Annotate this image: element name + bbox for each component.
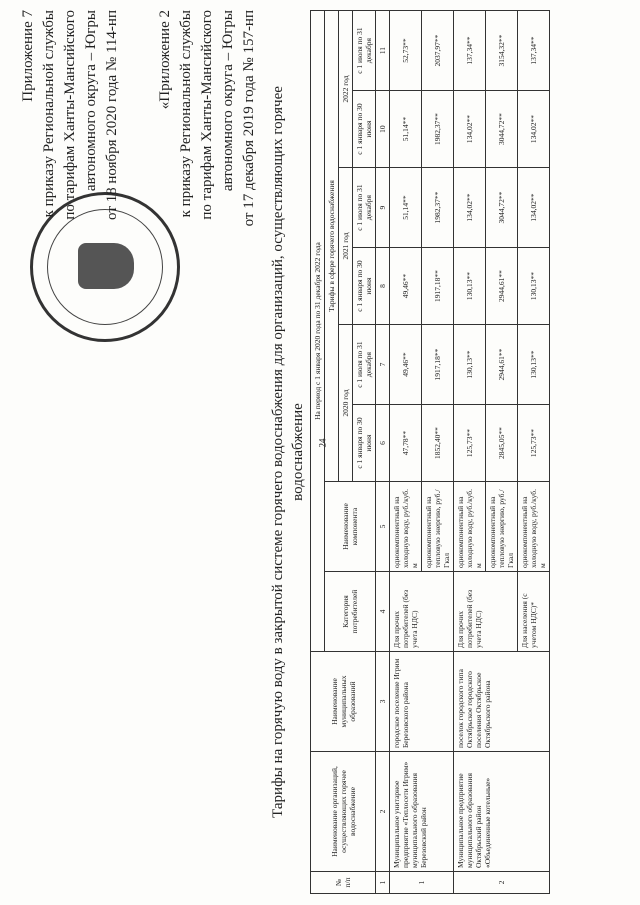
tariff-value: 2944,61**: [486, 248, 518, 325]
tariff-value: 3154,32**: [486, 11, 518, 91]
appendix-prev-line-1: «Приложение 2: [157, 10, 173, 110]
tariff-value: 52,73**: [390, 11, 422, 91]
header-num: № п/п: [311, 872, 376, 894]
header-mo: Наименование муниципальных образований: [311, 652, 376, 752]
row-component: однокомпонентный на тепловую энергию, руб./Гкал: [486, 482, 518, 572]
header-category: Категория потребителей: [325, 572, 376, 652]
tariff-value: 49,46**: [390, 248, 422, 325]
tariff-value: 125,73**: [454, 405, 486, 482]
tariff-value: 130,13**: [518, 248, 550, 325]
row-org: Муниципальное унитарное предприятие «Теплосети Игрим» муниципального образования Березовский район: [390, 752, 454, 872]
tariff-value: 134,02**: [454, 168, 486, 248]
col-num: 1: [376, 872, 390, 894]
tariff-value: 137,34**: [454, 11, 486, 91]
tariff-value: 2037,97**: [422, 11, 454, 91]
col-num: 3: [376, 652, 390, 752]
header-org: Наименование организаций, осуществляющих горячее водоснабжение: [311, 752, 376, 872]
tariff-value: 1917,18**: [422, 325, 454, 405]
row-category: Для прочих потребителей (без учета НДС): [390, 572, 454, 652]
appendix-line-2: к приказу Региональной службы: [41, 10, 57, 218]
appendix-line-3: по тарифам Ханты-Мансийского: [62, 10, 78, 220]
col-num: 2: [376, 752, 390, 872]
appendix-prev-line-3: по тарифам Ханты-Мансийского: [199, 10, 215, 220]
table-row: [390, 11, 422, 894]
tariff-value: 2845,05**: [486, 405, 518, 482]
col-num: 10: [376, 91, 390, 168]
tariff-table-wrap: [310, 10, 550, 894]
row-category: Для населения (с учетом НДС)*: [518, 572, 550, 652]
tariff-value: 137,34**: [518, 11, 550, 91]
header-2021-h2: с 1 июля по 31 декабря: [353, 168, 376, 248]
tariff-value: 134,02**: [518, 91, 550, 168]
tariff-value: 134,02**: [454, 91, 486, 168]
title-line-1: Тарифы на горячую воду в закрытой системе горячего водоснабжения для организаций, осуществляющих горячее: [270, 86, 286, 818]
header-2021: 2021 год: [339, 168, 353, 325]
appendix-header: [18, 10, 123, 370]
appendix-prev-line-4: автономного округа – Югры: [220, 10, 236, 192]
appendix-prev-line-2: к приказу Региональной службы: [178, 10, 194, 218]
header-period: На период с 1 января 2020 года по 31 декабря 2022 года: [311, 11, 325, 652]
appendix-line-1: Приложение 7: [20, 10, 36, 102]
tariff-value: 47,78**: [390, 405, 422, 482]
rotated-document: [10, 2, 630, 902]
tariff-value: 1852,40**: [422, 405, 454, 482]
page-number: 24: [317, 438, 328, 448]
header-2020: 2020 год: [339, 325, 353, 482]
header-2022: 2022 год: [339, 11, 353, 168]
row-mo: поселок городского типа Октябрьское городского поселения Октябрьское Октябрьского района: [454, 652, 550, 752]
tariff-value: 130,13**: [454, 248, 486, 325]
document-title: [268, 2, 308, 902]
row-num: 1: [390, 872, 454, 894]
col-num: 4: [376, 572, 390, 652]
appendix-line-4: автономного округа – Югры: [83, 10, 99, 192]
tariff-value: 49,46**: [390, 325, 422, 405]
col-num: 8: [376, 248, 390, 325]
row-component: однокомпонентный на тепловую энергию, руб./Гкал: [422, 482, 454, 572]
tariff-value: 1982,37**: [422, 91, 454, 168]
title-line-2: водоснабжение: [290, 403, 306, 501]
tariff-value: 51,14**: [390, 168, 422, 248]
tariff-value: 130,13**: [454, 325, 486, 405]
header-2020-h2: с 1 июля по 31 декабря: [353, 325, 376, 405]
tariff-value: 134,02**: [518, 168, 550, 248]
tariff-table: [310, 10, 550, 894]
header-2020-h1: с 1 января по 30 июня: [353, 405, 376, 482]
col-num: 6: [376, 405, 390, 482]
row-component: однокомпонентный на холодную воду, руб./куб. м: [390, 482, 422, 572]
header-2022-h1: с 1 января по 30 июня: [353, 91, 376, 168]
header-component: Наименование компонента: [325, 482, 376, 572]
header-tariffs: Тарифы в сфере горячего водоснабжения: [325, 11, 339, 482]
row-mo: городское поселение Игрим Березовского района: [390, 652, 454, 752]
tariff-value: 51,14**: [390, 91, 422, 168]
col-num: 11: [376, 11, 390, 91]
appendix-line-5: от 18 ноября 2020 года № 114-нп: [104, 10, 120, 220]
col-num: 9: [376, 168, 390, 248]
appendix-prev-header: [155, 10, 260, 390]
tariff-value: 2944,61**: [486, 325, 518, 405]
tariff-value: 3044,72**: [486, 91, 518, 168]
row-component: однокомпонентный на холодную воду, руб./куб. м: [518, 482, 550, 572]
row-org: Муниципальное предприятие муниципального образования Октябрьский район «Объединенные котельные»: [454, 752, 550, 872]
header-2021-h1: с 1 января по 30 июня: [353, 248, 376, 325]
tariff-value: 130,13**: [518, 325, 550, 405]
tariff-value: 1982,37**: [422, 168, 454, 248]
col-num: 7: [376, 325, 390, 405]
tariff-value: 3044,72**: [486, 168, 518, 248]
tariff-value: 125,73**: [518, 405, 550, 482]
column-number-row: [376, 11, 390, 894]
row-num: 2: [454, 872, 550, 894]
table-row: [454, 11, 486, 894]
row-component: однокомпонентный на холодную воду, руб./куб. м: [454, 482, 486, 572]
col-num: 5: [376, 482, 390, 572]
row-category: Для прочих потребителей (без учета НДС): [454, 572, 518, 652]
appendix-prev-line-5: от 17 декабря 2019 года № 157-нп: [241, 10, 257, 227]
tariff-value: 1917,18**: [422, 248, 454, 325]
header-2022-h2: с 1 июля по 31 декабря: [353, 11, 376, 91]
